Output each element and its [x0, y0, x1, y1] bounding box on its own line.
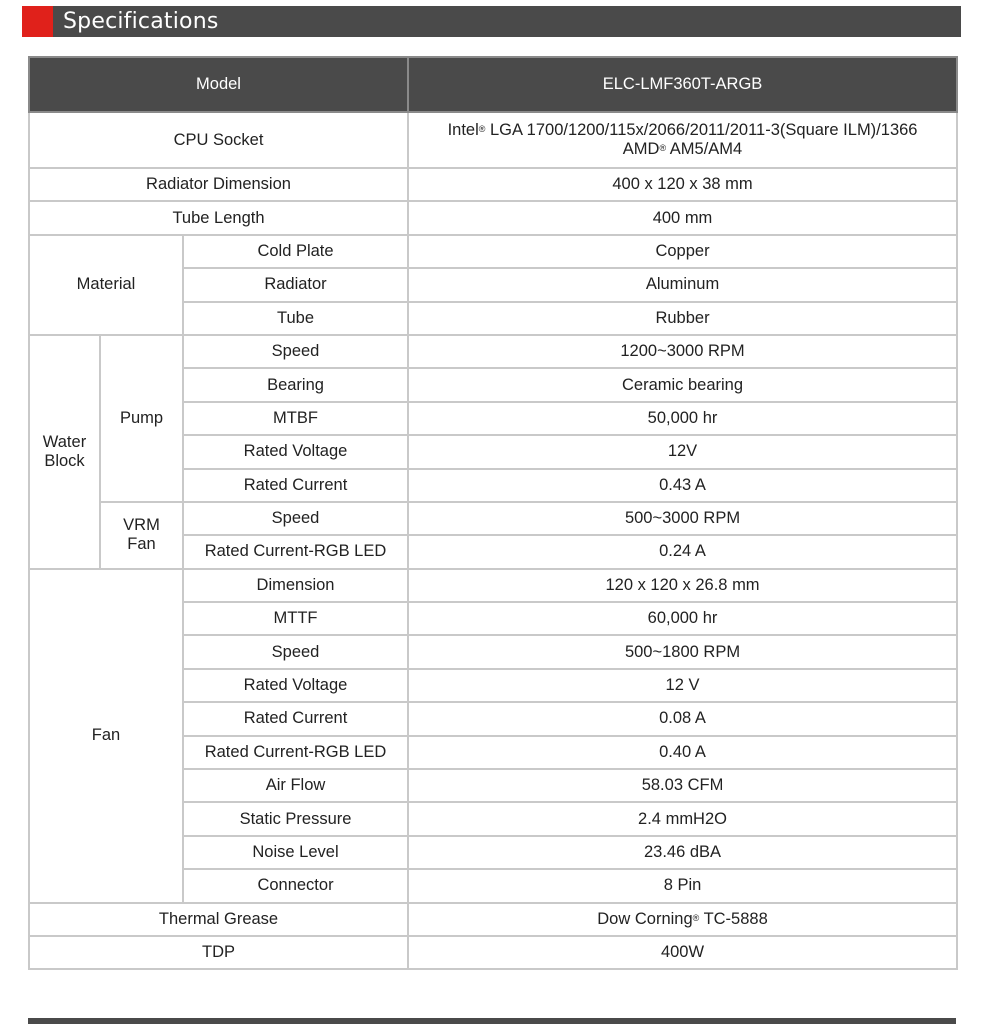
spec-value: 12V [408, 435, 957, 468]
intel-brand: Intel [447, 121, 479, 139]
spec-label: MTBF [183, 402, 408, 435]
amd-brand: AMD [622, 140, 660, 158]
spec-value: 0.24 A [408, 535, 957, 568]
registered-mark: ® [692, 912, 700, 923]
spec-value: Copper [408, 235, 957, 268]
spec-value: 0.40 A [408, 736, 957, 769]
spec-label: Cold Plate [183, 235, 408, 268]
spec-value: 1200~3000 RPM [408, 335, 957, 368]
vrm-fan-group-label [100, 502, 183, 569]
spec-value: 8 Pin [408, 869, 957, 902]
spec-value: 0.08 A [408, 702, 957, 735]
cpu-socket-label: CPU Socket [29, 112, 408, 168]
pump-group-label: Pump [100, 335, 183, 502]
spec-value: Aluminum [408, 268, 957, 301]
spec-label: Rated Voltage [183, 669, 408, 702]
cpu-socket-value [408, 112, 957, 168]
table-row [29, 335, 957, 368]
spec-value: 500~3000 RPM [408, 502, 957, 535]
spec-value: 58.03 CFM [408, 769, 957, 802]
spec-label: Static Pressure [183, 802, 408, 835]
spec-value: 50,000 hr [408, 402, 957, 435]
spec-label: Radiator [183, 268, 408, 301]
table-bottom-bar [28, 1018, 956, 1024]
spec-label: Rated Current-RGB LED [183, 535, 408, 568]
spec-label: Dimension [183, 569, 408, 602]
spec-label: Bearing [183, 368, 408, 401]
spec-value: 400W [408, 936, 957, 969]
table-row [29, 502, 957, 535]
spec-label: Rated Current-RGB LED [183, 736, 408, 769]
spec-label: Speed [183, 635, 408, 668]
water-block-group-label [29, 335, 100, 569]
registered-mark: ® [659, 143, 667, 153]
fan-group-label: Fan [29, 569, 183, 903]
specifications-table [28, 56, 958, 970]
spec-value: 23.46 dBA [408, 836, 957, 869]
material-group-label: Material [29, 235, 183, 335]
thermal-grease-value [408, 903, 957, 936]
spec-value: 400 x 120 x 38 mm [408, 168, 957, 201]
intel-socket-list: LGA 1700/1200/115x/2066/2011/2011-3(Square ILM)/1366 [485, 121, 918, 139]
table-header-row [29, 57, 957, 112]
spec-label: Tube [183, 302, 408, 335]
spec-label: Radiator Dimension [29, 168, 408, 201]
water-block-label-line2: Block [44, 451, 85, 470]
spec-label: Rated Voltage [183, 435, 408, 468]
amd-socket-list: AM5/AM4 [666, 140, 743, 158]
registered-mark: ® [478, 124, 486, 134]
spec-value: 120 x 120 x 26.8 mm [408, 569, 957, 602]
section-title: Specifications [63, 9, 219, 34]
table-row [29, 112, 957, 168]
spec-value: 500~1800 RPM [408, 635, 957, 668]
spec-value: 400 mm [408, 201, 957, 234]
table-row [29, 569, 957, 602]
spec-value: 0.43 A [408, 469, 957, 502]
spec-label: Tube Length [29, 201, 408, 234]
grease-model: TC-5888 [699, 909, 768, 928]
table-row [29, 936, 957, 969]
spec-value: 60,000 hr [408, 602, 957, 635]
header-accent-block [22, 6, 53, 37]
spec-value: Ceramic bearing [408, 368, 957, 401]
water-block-label-line1: Water [42, 432, 87, 451]
spec-label: Speed [183, 335, 408, 368]
spec-label: Rated Current [183, 469, 408, 502]
vrm-fan-label-line1: VRM [123, 516, 160, 535]
spec-label: TDP [29, 936, 408, 969]
spec-label: Air Flow [183, 769, 408, 802]
spec-value: 2.4 mmH2O [408, 802, 957, 835]
table-row [29, 235, 957, 268]
spec-label: MTTF [183, 602, 408, 635]
grease-brand: Dow Corning [597, 909, 693, 928]
model-label: Model [29, 57, 408, 112]
table-row [29, 168, 957, 201]
table-row [29, 201, 957, 234]
section-header-bar [22, 6, 961, 37]
spec-label: Noise Level [183, 836, 408, 869]
spec-value: 12 V [408, 669, 957, 702]
spec-label: Rated Current [183, 702, 408, 735]
table-row [29, 903, 957, 936]
spec-value: Rubber [408, 302, 957, 335]
spec-label: Connector [183, 869, 408, 902]
spec-label: Speed [183, 502, 408, 535]
spec-label: Thermal Grease [29, 903, 408, 936]
vrm-fan-label-line2: Fan [127, 535, 156, 554]
model-value: ELC-LMF360T-ARGB [408, 57, 957, 112]
